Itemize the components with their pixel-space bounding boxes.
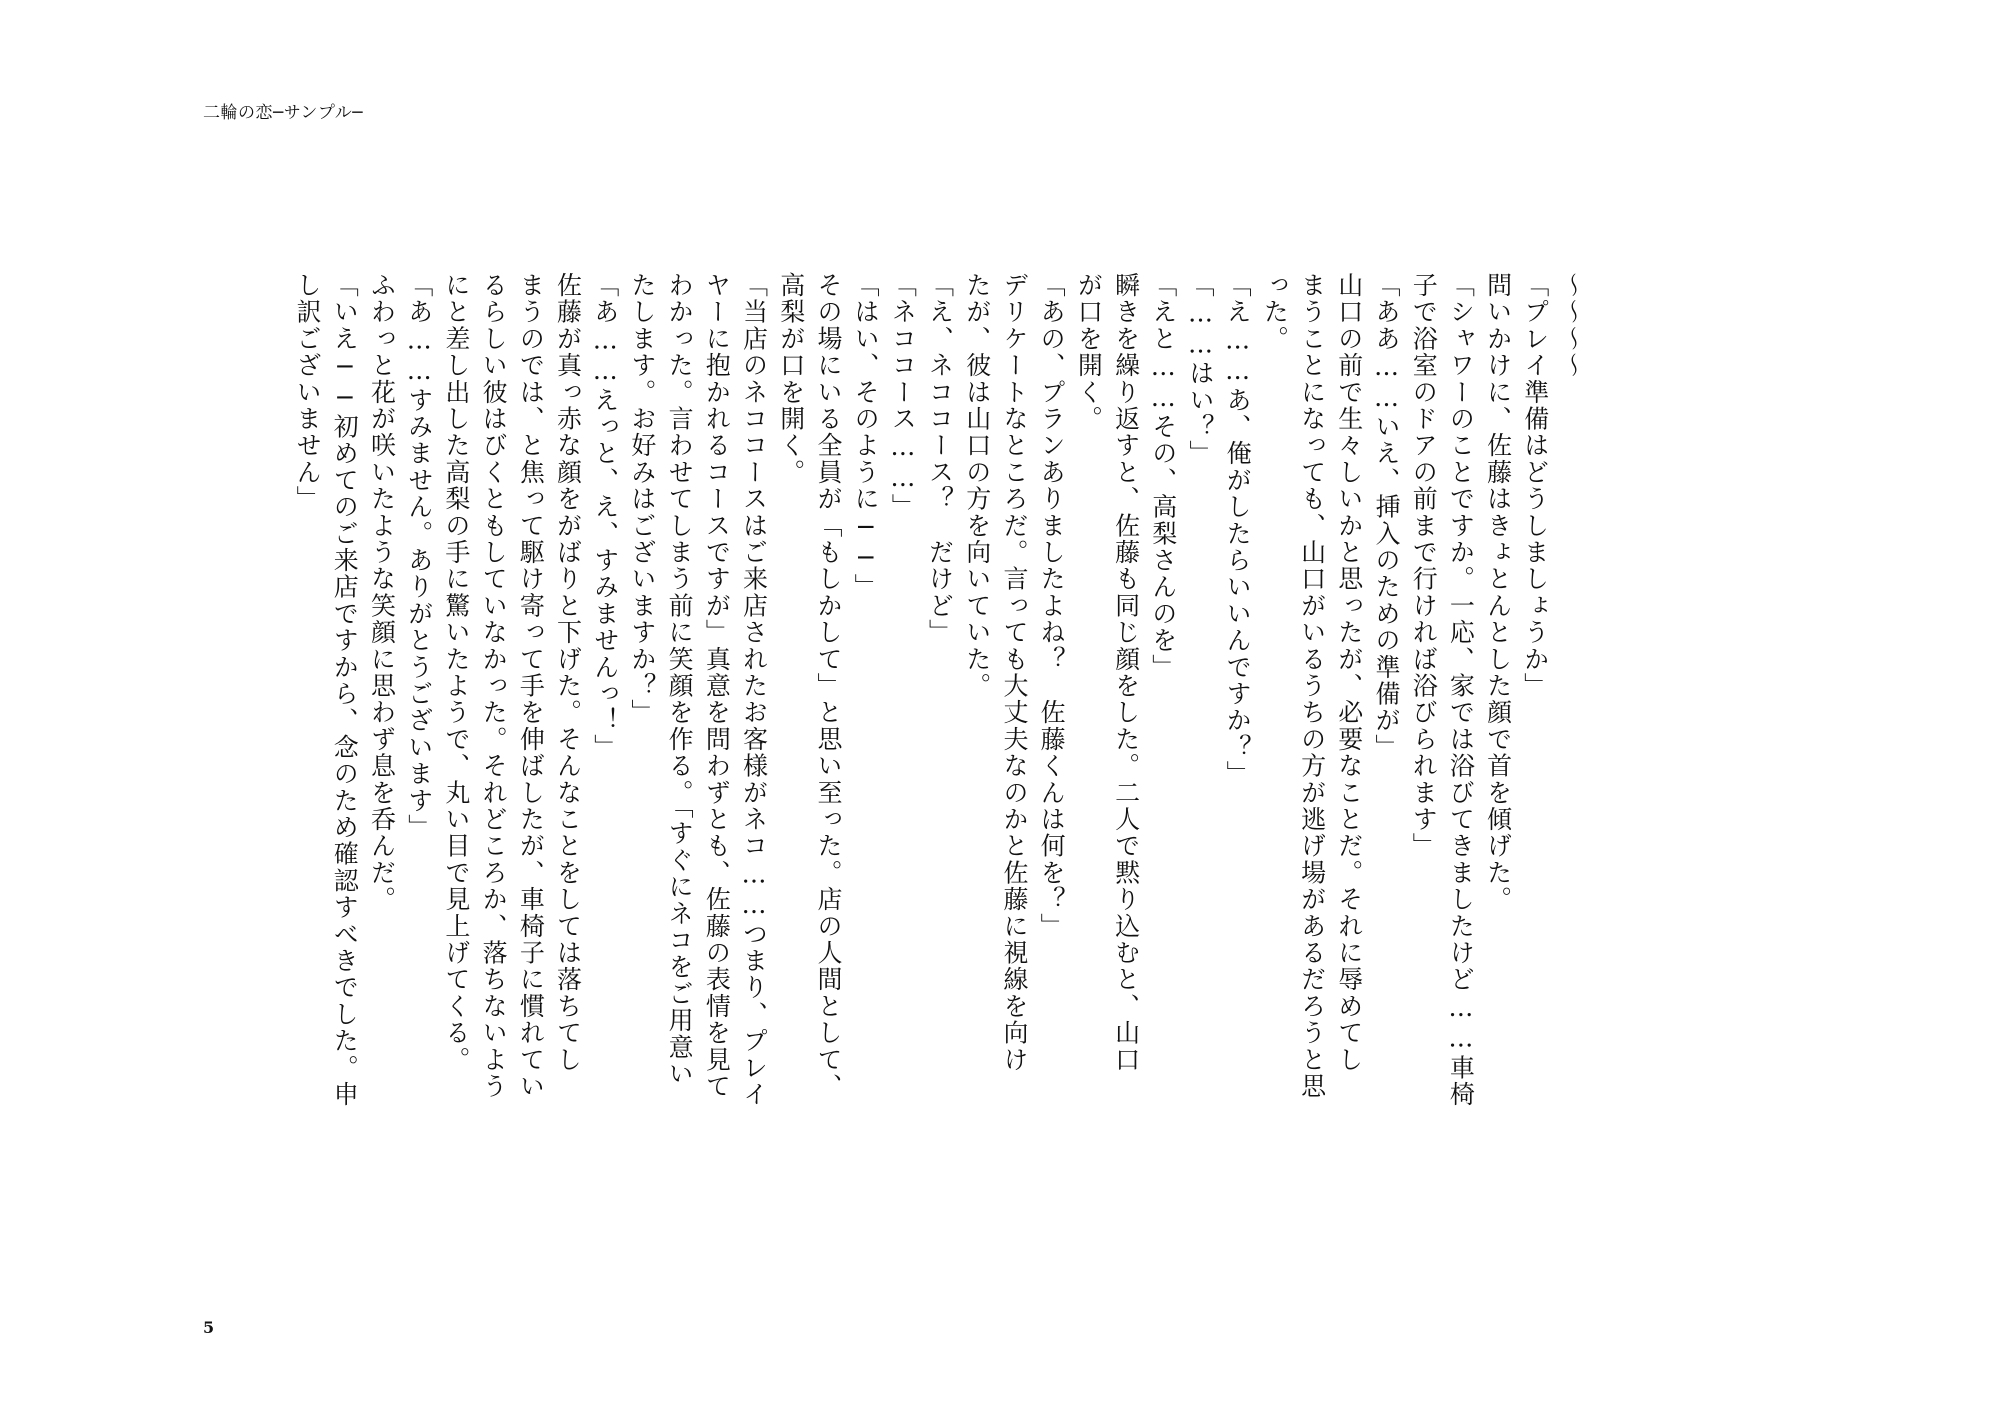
text-line: まうのでは、と焦って駆け寄って手を伸ばしたが、車椅子に慣れてい [516, 272, 546, 1100]
text-line: まうことになっても、山口がいるうちの方が逃げ場があるだろうと思 [1297, 272, 1327, 1100]
page-number: 5 [203, 1318, 215, 1337]
text-line: 「ああ……いえ、挿入のための準備が」 [1371, 272, 1401, 761]
text-line: 「えと……その、高梨さんのを」 [1148, 272, 1178, 681]
text-line: たが、彼は山口の方を向いていた。 [962, 272, 992, 700]
novel-text-body [293, 272, 1591, 1172]
text-line: わかった。言わせてしまう前に笑顔を作る。「すぐにネコをご用意い [665, 272, 695, 1088]
text-line: 「プレイ準備はどうしましょうか」 [1520, 272, 1550, 700]
text-line: たします。お好みはございますか？」 [627, 272, 657, 726]
text-line: 山口の前で生々しいかと思ったが、必要なことだ。それに辱めてし [1334, 272, 1364, 1073]
text-line: 「当店のネココースはご来店されたお客様がネコ……つまり、プレイ [739, 272, 769, 1108]
text-line: 「あ……すみません。ありがとうございます」 [404, 272, 434, 841]
text-line: 「あ……えっと、え、すみませんっ！」 [590, 272, 620, 761]
text-line: 「……はい？」 [1185, 272, 1215, 467]
text-line: った。 [1260, 272, 1290, 353]
text-line: るらしい彼はびくともしていなかった。それどころか、落ちないよう [479, 272, 509, 1100]
text-line: 「はい、そのように──」 [851, 272, 881, 601]
text-line: 高梨が口を開く。 [776, 272, 806, 486]
running-title: 二輪の恋─サンプル─ [203, 103, 363, 123]
text-line: 「え……あ、俺がしたらいいんですか？」 [1223, 272, 1253, 788]
text-line: 〜〜〜〜 [1558, 272, 1587, 379]
text-line: 問いかけに、佐藤はきょとんとした顔で首を傾げた。 [1483, 272, 1513, 913]
text-line: 佐藤が真っ赤な顔をがばりと下げた。そんなことをしては落ちてし [553, 272, 583, 1073]
text-line: 「ネココース……」 [888, 272, 918, 521]
text-line: 瞬きを繰り返すと、佐藤も同じ顔をした。二人で黙り込むと、山口 [1111, 272, 1141, 1073]
text-line: その場にいる全員が「もしかして」と思い至った。店の人間として、 [813, 272, 843, 1100]
text-line: 「シャワーのことですか。一応、家では浴びてきましたけど……車椅 [1446, 272, 1476, 1108]
text-line: 「あの、プランありましたよね？ 佐藤くんは何を？」 [1037, 272, 1067, 940]
text-line: し訳ございません」 [293, 272, 323, 513]
text-line: が口を開く。 [1074, 272, 1104, 433]
text-line: ふわっと花が咲いたような笑顔に思わず息を呑んだ。 [367, 272, 397, 913]
text-line: 「え、ネココース？ だけど」 [925, 272, 955, 646]
text-line: にと差し出した高梨の手に驚いたようで、丸い目で見上げてくる。 [441, 272, 471, 1073]
text-line: デリケートなところだ。言っても大丈夫なのかと佐藤に視線を向け [999, 272, 1029, 1073]
text-line: 子で浴室のドアの前まで行ければ浴びられます」 [1409, 272, 1439, 860]
text-line: 「いえ──初めてのご来店ですから、念のため確認すべきでした。申 [330, 272, 360, 1108]
text-line: ヤーに抱かれるコースですが」真意を問わずとも、佐藤の表情を見て [702, 272, 732, 1100]
